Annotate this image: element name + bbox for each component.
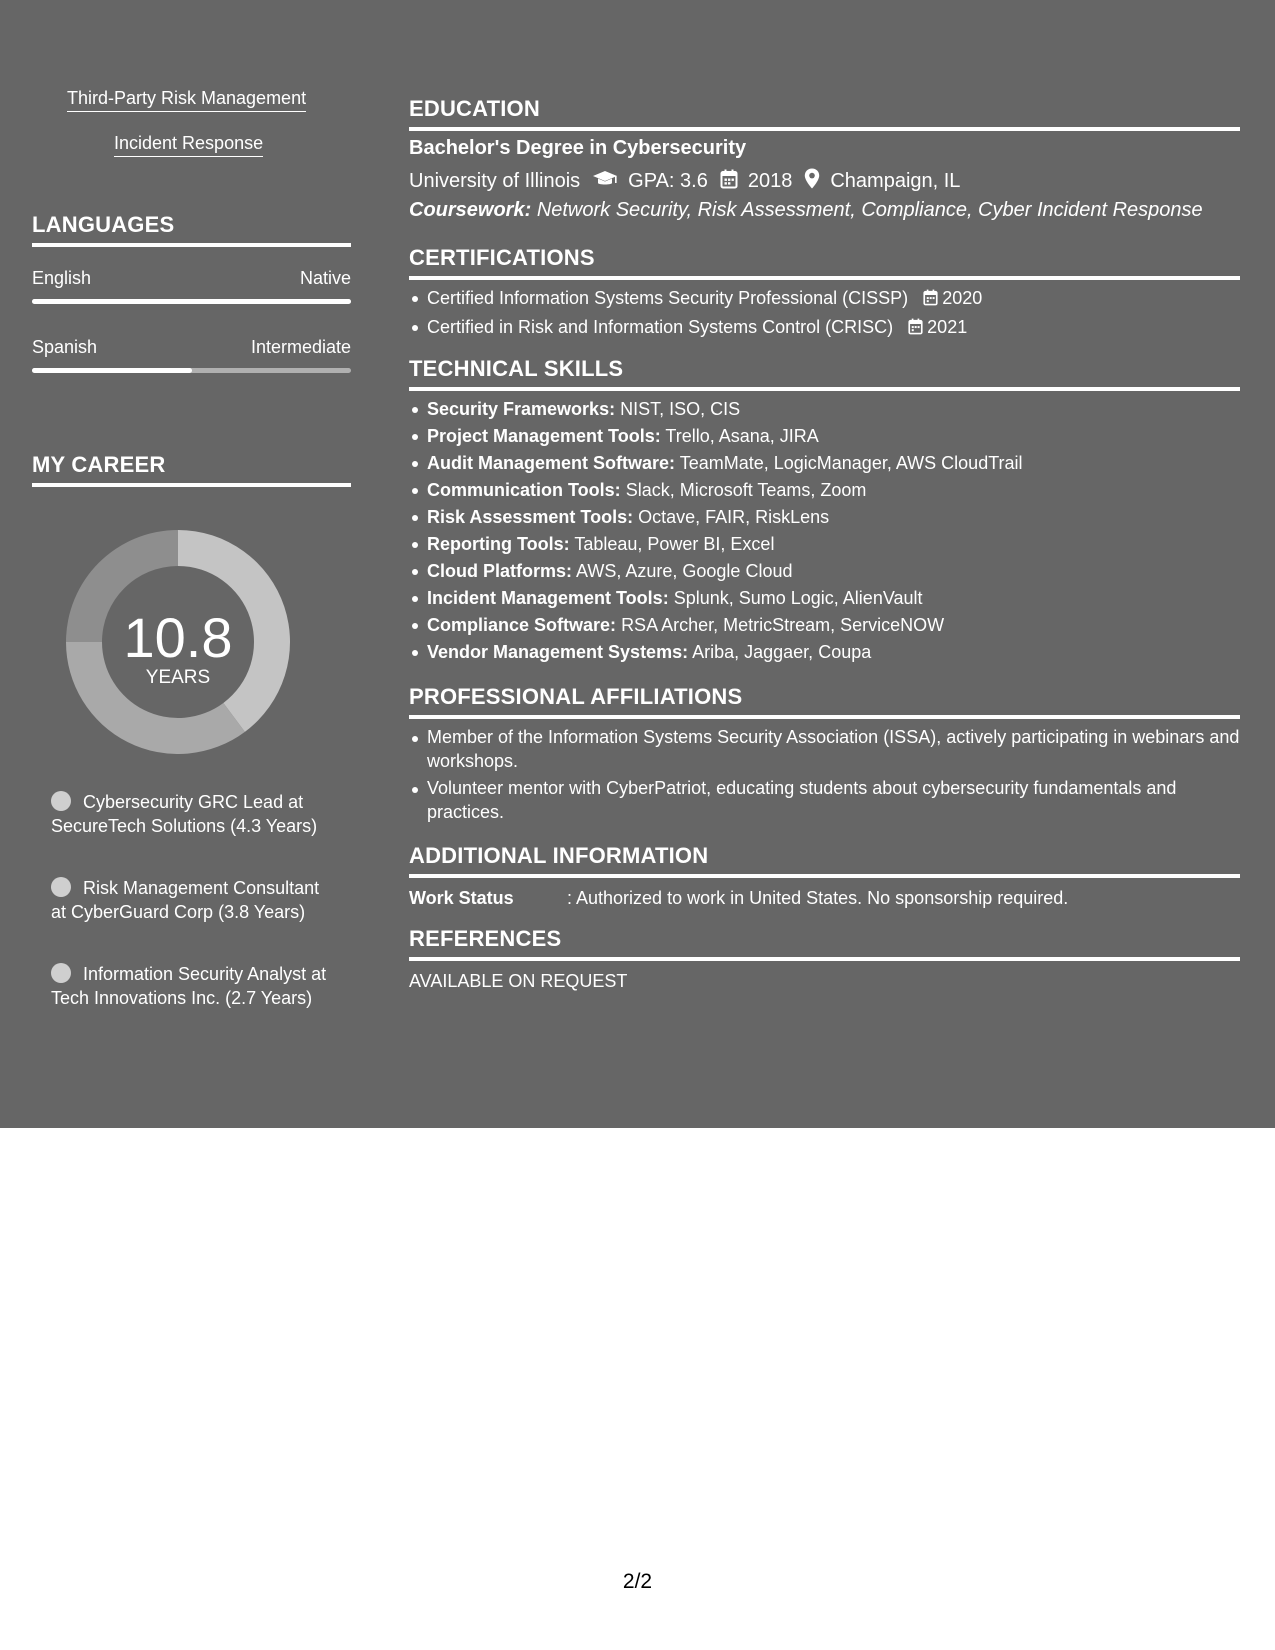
language-level-fill (32, 299, 351, 304)
skill-label: Compliance Software: (427, 615, 617, 635)
graduation-cap-icon (592, 170, 618, 194)
skill-label: Reporting Tools: (427, 534, 570, 554)
affiliations-heading: PROFESSIONAL AFFILIATIONS (409, 684, 1240, 719)
skill-value: Splunk, Sumo Logic, AlienVault (673, 588, 923, 608)
skill-value: Tableau, Power BI, Excel (574, 534, 775, 554)
language-level-fill (32, 368, 192, 373)
skill-value: Slack, Microsoft Teams, Zoom (625, 480, 867, 500)
skill-item (427, 450, 1240, 477)
skill-value: Trello, Asana, JIRA (665, 426, 819, 446)
skill-value: TeamMate, LogicManager, AWS CloudTrail (679, 453, 1023, 473)
work-status-value: : Authorized to work in United States. No sponsorship required. (567, 888, 1069, 908)
language-name: Spanish (32, 337, 98, 357)
career-item-text: Risk Management Consultant at CyberGuard Corp (3.8 Years) (51, 878, 320, 922)
degree-title: Bachelor's Degree in Cybersecurity (409, 137, 747, 159)
skill-value: Ariba, Jaggaer, Coupa (692, 642, 872, 662)
career-legend-dot (51, 877, 71, 897)
skill-value: Octave, FAIR, RiskLens (638, 507, 830, 527)
skill-item (427, 504, 1240, 531)
career-total-unit: YEARS (145, 667, 211, 688)
skill-item (427, 639, 1240, 666)
coursework-list: Network Security, Risk Assessment, Compliance, Cyber Incident Response (536, 199, 1203, 221)
language-level: Native (299, 268, 351, 288)
certification-item (427, 285, 1240, 314)
certification-item (427, 314, 1240, 343)
skill-label: Vendor Management Systems: (427, 642, 689, 662)
skill-label: Cloud Platforms: (427, 561, 573, 581)
skill-label: Project Management Tools: (427, 426, 661, 446)
skill-value: RSA Archer, MetricStream, ServiceNOW (621, 615, 945, 635)
skill-label: Communication Tools: (427, 480, 621, 500)
skill-item (427, 396, 1240, 423)
calendar-icon (720, 169, 738, 195)
technical-skills-list (409, 396, 1240, 666)
affiliation-item: Member of the Information Systems Security Association (ISSA), actively participating in webinars and workshops. (427, 727, 1240, 771)
skill-label: Security Frameworks: (427, 399, 616, 419)
page-number: 2/2 (622, 1570, 653, 1593)
technical-skills-heading: TECHNICAL SKILLS (409, 356, 1240, 391)
references-text: AVAILABLE ON REQUEST (409, 971, 628, 991)
language-name: English (32, 268, 92, 288)
career-item-text: Information Security Analyst at Tech Innovations Inc. (2.7 Years) (51, 964, 327, 1008)
career-item (51, 962, 336, 1010)
skill-item (427, 423, 1240, 450)
education-details (409, 168, 960, 195)
skill-item: Incident Response (114, 133, 263, 157)
language-level-bar (32, 299, 351, 304)
skill-item (427, 531, 1240, 558)
work-status-label: Work Status (409, 888, 514, 908)
references-heading: REFERENCES (409, 926, 1240, 961)
skill-item (427, 585, 1240, 612)
school-location: Champaign, IL (830, 170, 961, 192)
coursework-label: Coursework: (409, 199, 532, 221)
skill-label: Incident Management Tools: (427, 588, 669, 608)
career-item-text: Cybersecurity GRC Lead at SecureTech Solutions (4.3 Years) (51, 792, 318, 836)
affiliations-list (409, 725, 1240, 827)
graduation-year: 2018 (747, 170, 793, 192)
education-heading: EDUCATION (409, 96, 1240, 131)
career-legend-dot (51, 791, 71, 811)
certification-name: Certified in Risk and Information Systems Control (CRISC) (427, 317, 894, 337)
career-donut-chart (66, 530, 290, 754)
certification-name: Certified Information Systems Security Professional (CISSP) (427, 288, 909, 308)
languages-heading: LANGUAGES (32, 212, 351, 247)
language-level-bar (32, 368, 351, 373)
skill-item: Third-Party Risk Management (67, 88, 306, 112)
skill-label: Audit Management Software: (427, 453, 676, 473)
coursework (409, 199, 1203, 222)
school-name: University of Illinois (409, 170, 581, 192)
certification-year: 2021 (927, 317, 968, 337)
career-item (51, 790, 336, 838)
skill-item (427, 558, 1240, 585)
skill-item (427, 612, 1240, 639)
calendar-icon (908, 316, 923, 343)
gpa: GPA: 3.6 (628, 170, 708, 192)
certification-year: 2020 (942, 288, 983, 308)
additional-info-heading: ADDITIONAL INFORMATION (409, 843, 1240, 878)
certifications-heading: CERTIFICATIONS (409, 245, 1240, 280)
skill-value: NIST, ISO, CIS (620, 399, 741, 419)
career-legend-dot (51, 963, 71, 983)
career-item (51, 876, 336, 924)
language-level: Intermediate (250, 337, 351, 357)
skill-item (427, 477, 1240, 504)
map-pin-icon (804, 168, 820, 195)
skill-value: AWS, Azure, Google Cloud (576, 561, 793, 581)
calendar-icon (923, 287, 938, 314)
affiliation-item: Volunteer mentor with CyberPatriot, educating students about cybersecurity fundamentals and practices. (427, 776, 1240, 824)
certifications-list (409, 285, 1240, 343)
skill-label: Risk Assessment Tools: (427, 507, 634, 527)
career-heading: MY CAREER (32, 452, 351, 487)
career-total-years: 10.8 (123, 606, 233, 669)
